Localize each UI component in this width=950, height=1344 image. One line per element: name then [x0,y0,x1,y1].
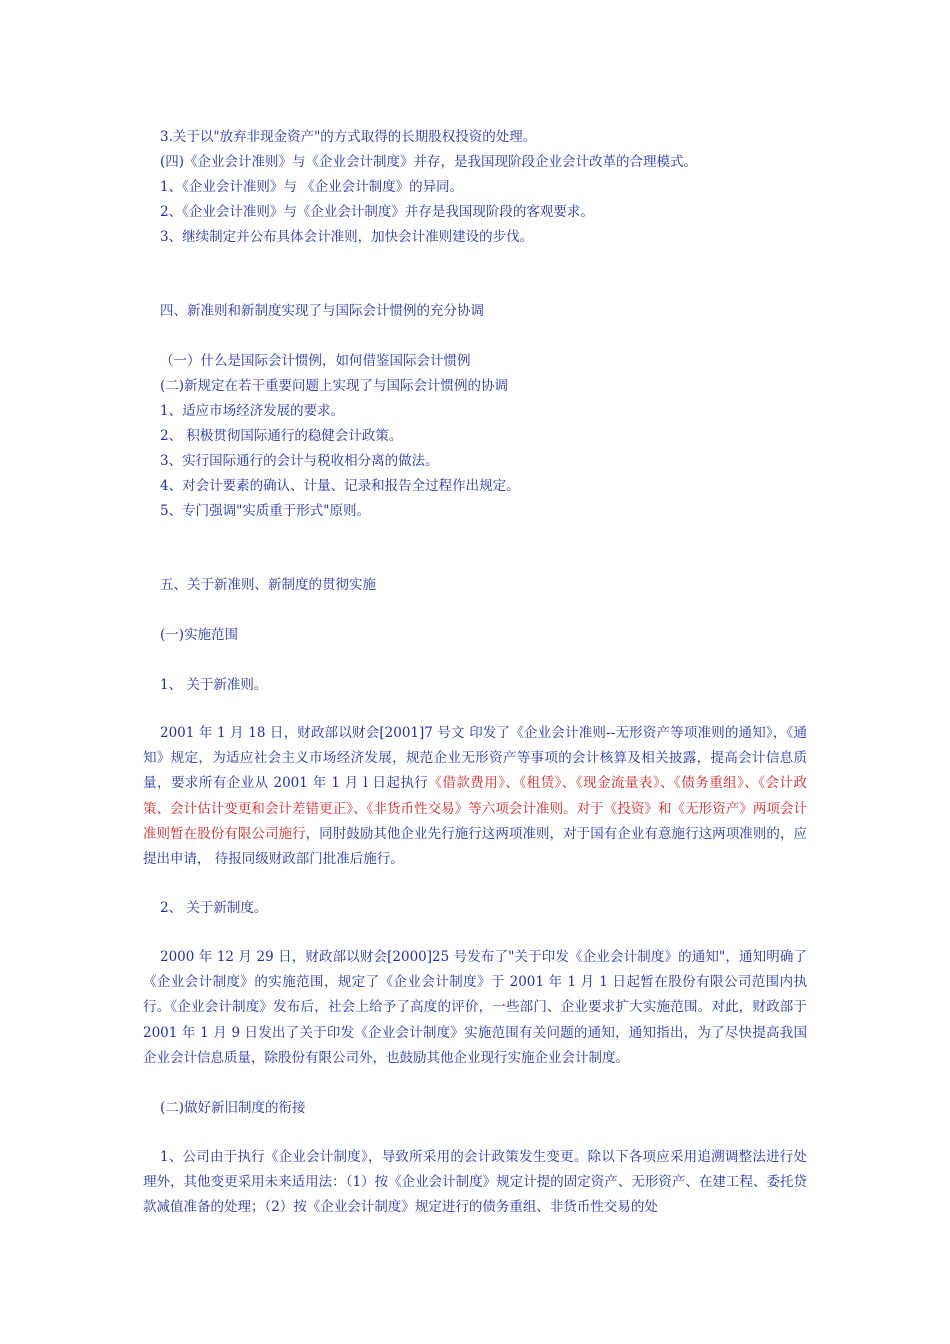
paragraph: 2000 年 12 月 29 日，财政部以财会[2000]25 号发布了"关于印发《企业会计制度》的通知"，通知明确了《企业会计制度》的实施范围，规定了《企业会计制度》于 2001 年 1 月 1 日起暂在股份有限公司范围内执行。《企业会计制度》发布后，社会上给予了高度的评价，一些部门、企业要求扩大实施范围。对此，财政部于 2001 年 1 月 9 日发出了关于印发《企业会计制度》实施范围有关问题的通知，通知指出，为了尽快提高我国企业会计信息质量，除股份有限公司外，也鼓励其他企业现行实施企业会计制度。 [143,949,807,1066]
subheading: (二)新规定在若干重要问题上实现了与国际会计惯例的协调 [160,378,509,394]
section-heading: 五、关于新准则、新制度的贯彻实施 [160,577,376,593]
paragraph-text: ，同肘鼓励其他企业先行施行这两项准则，对于国有企业有意施行这两项准则的，应提出申请， 待报同级财政部门批准后施行。 [143,825,807,868]
paragraph: 1、公司由于执行《企业会计制度》，导致所采用的会计政策发生变更。除以下各项应采用追溯调整法进行处理外，其他变更采用未来适用法：（1）按《企业会计制度》规定计提的固定资产、无形资产、在建工程、委托贷款减值准备的处理；（2）按《企业会计制度》规定进行的债务重组、非货币性交易的处 [143,1149,807,1216]
paragraph-text: 2001 年 1 月 18 日，财政部以财会[2001]7 号文 印发了《企业会计准则--无形资产等项准则的通知》，《通知》规定，为适应社会主义市场经济发展，规范企业无形资产等事项的会计核算及相关披露，提高会计信息质量，要求所有企业从 2001 年 1 月 l 日起执行 [143,725,807,792]
list-item: 1、《企业会计准则》与 《企业会计制度》的异同。 [160,179,464,195]
list-item: 1、适应市场经济发展的要求。 [160,403,345,419]
subheading: （一）什么是国际会计惯例，如何借鉴国际会计惯例 [160,353,471,369]
list-item: 2、 积极贯彻国际通行的稳健会计政策。 [160,428,403,444]
subheading: (一)实施范围 [160,627,239,643]
list-item: 1、 关于新准则。 [160,677,268,693]
list-item: 2、《企业会计准则》与《企业会计制度》并存是我国现阶段的客观要求。 [160,204,594,220]
subheading: (四)《企业会计准则》与《企业会计制度》并存，是我国现阶段企业会计改革的合理模式。 [160,154,698,170]
list-item: 3、继续制定并公布具体会计准则，加快会计准则建设的步伐。 [160,229,534,245]
list-item: 4、对会计要素的确认、计量、记录和报告全过程作出规定。 [160,478,520,494]
list-item: 5、专门强调"实质重于形式"原则。 [160,503,371,519]
highlighted-text: 《借款费用》、《租赁》、《现金流量表》、《债务重组》、《会计政策、会计估计变更和会计差错更正》、《非货币性交易》等六项会计准则。对于《投资》和《无形资产》两项会计准则暂在股份有限公司施行 [143,775,807,842]
list-item: 3、实行国际通行的会计与税收相分离的做法。 [160,453,439,469]
paragraph [143,721,807,872]
subheading: (二)做好新旧制度的衔接 [160,1100,306,1116]
section-heading: 四、新准则和新制度实现了与国际会计惯例的充分协调 [160,303,484,319]
text-line: 3.关于以"放弃非现金资产"的方式取得的长期股权投资的处理。 [160,129,537,145]
list-item: 2、 关于新制度。 [160,900,268,916]
